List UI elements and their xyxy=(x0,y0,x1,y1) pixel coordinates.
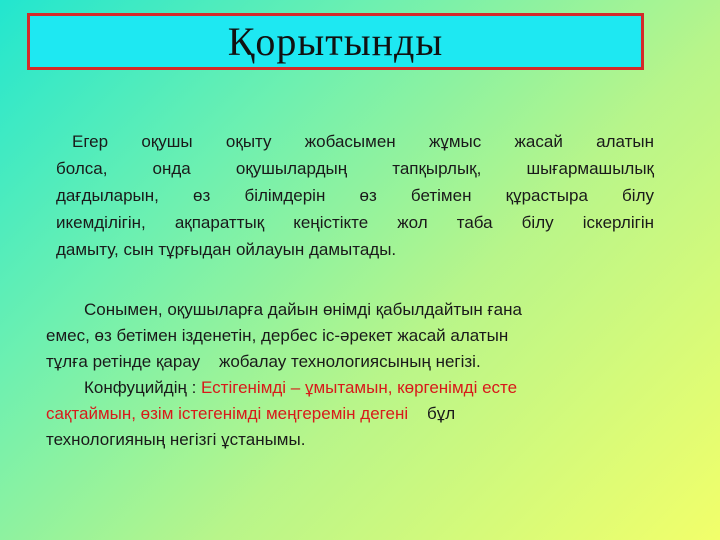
conclusion-paragraph-1 xyxy=(56,128,654,263)
slide-title: Қорытынды xyxy=(227,19,444,64)
paragraph-2-line-3: тұлға ретінде қарау жобалау технологиясының негізі. xyxy=(46,352,481,371)
paragraph-2-line-6: технологияның негізгі ұстанымы. xyxy=(46,430,306,449)
paragraph-2-line-5-suffix: бұл xyxy=(408,404,456,423)
paragraph-1-line-1: Егер оқушы оқыту жобасымен жұмыс жасай алатын xyxy=(72,132,654,151)
paragraph-1-line-5: дамыту, сын тұрғыдан ойлауын дамытады. xyxy=(56,240,397,259)
paragraph-1-line-3: дағдыларын, өз білімдерін өз бетімен құрастыра білу xyxy=(56,186,654,205)
slide-title-box xyxy=(27,13,644,70)
paragraph-1-line-4: икемділігін, ақпараттық кеңістікте жол таба білу іскерлігін xyxy=(56,213,654,232)
paragraph-2-line-4 xyxy=(46,375,658,401)
paragraph-2-line-2: емес, өз бетімен ізденетін, дербес іс-әрекет жасай алатын xyxy=(46,326,509,345)
conclusion-paragraph-2 xyxy=(46,297,658,453)
confucius-quote-part-2: сақтаймын, өзім істегенімді меңгеремін дегені xyxy=(46,404,409,423)
paragraph-1-line-2: болса, онда оқушылардың тапқырлық, шығармашылық xyxy=(56,159,654,178)
paragraph-2-line-5 xyxy=(46,401,658,427)
confucius-label: Конфуцийдің : xyxy=(84,378,202,397)
paragraph-2-line-1: Сонымен, оқушыларға дайын өнімді қабылдайтын ғана xyxy=(84,300,522,319)
confucius-quote-part-1: Естігенімді – ұмытамын, көргенімді есте xyxy=(201,378,518,397)
